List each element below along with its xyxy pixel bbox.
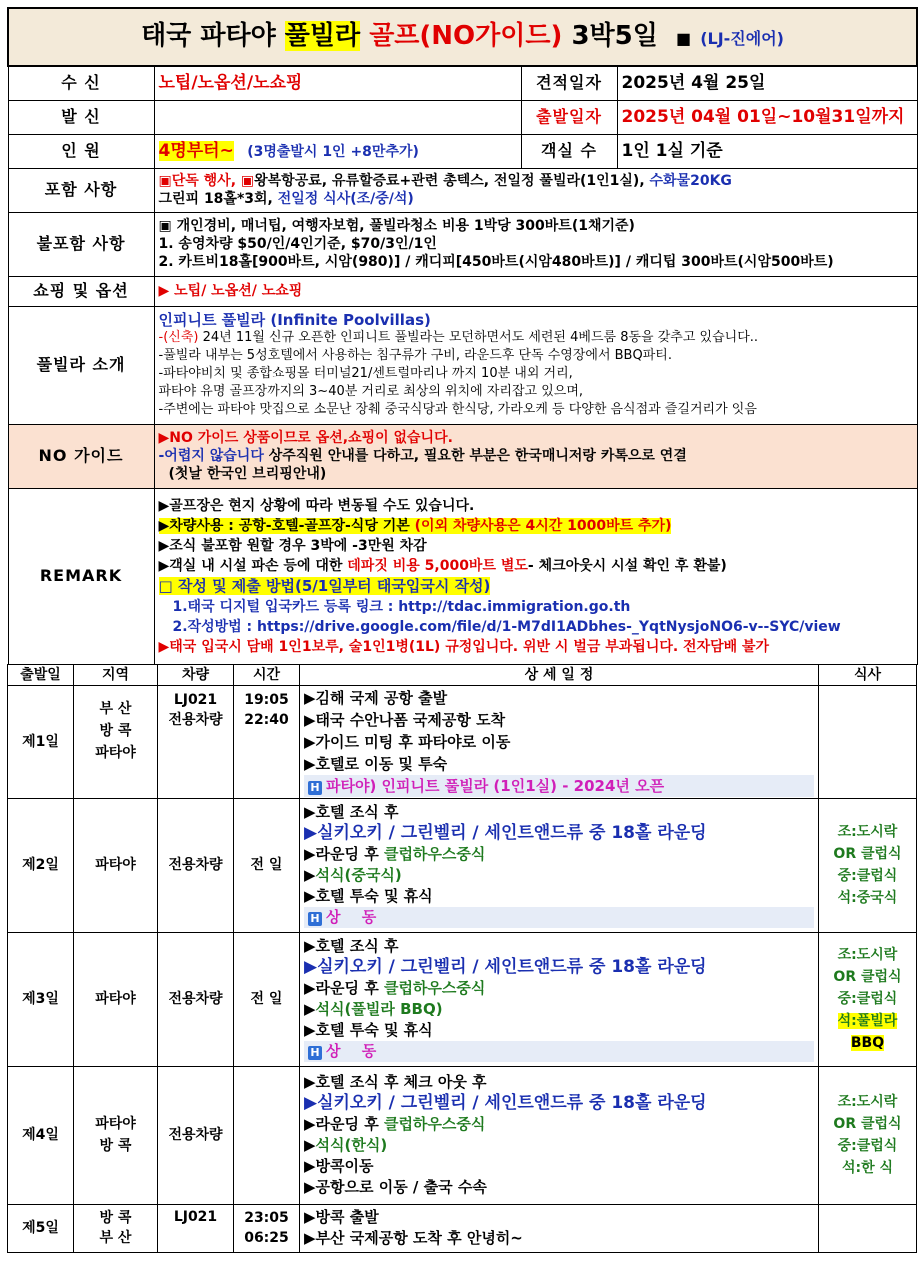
excluded-l1: ▣ 개인경비, 매너팁, 여행자보험, 풀빌라청소 비용 1박당 300바트(1채기준) — [158, 218, 635, 234]
day4-region — [74, 1066, 158, 1204]
header-time: 시간 — [234, 664, 300, 685]
remark-l4b: 데파짓 비용 5,000바트 별도 — [347, 557, 528, 574]
day1-hotel-row — [304, 775, 814, 797]
day3-meal3: 중:클럽식 — [837, 991, 898, 1007]
day3-meal1: 조:도시락 — [837, 947, 898, 963]
day4-meal1: 조:도시락 — [837, 1094, 898, 1110]
day1-vehicle2: 전용차량 — [168, 711, 223, 728]
day2-region: 파타야 — [74, 798, 158, 932]
day3-meal5: BBQ — [850, 1035, 885, 1051]
day2-i5: ▶호텔 투숙 및 휴식 — [304, 887, 433, 905]
day2-vehicle: 전용차량 — [158, 798, 234, 932]
day2-time: 전 일 — [234, 798, 300, 932]
day1-label: 제1일 — [8, 685, 74, 798]
header-vehicle: 차량 — [158, 664, 234, 685]
room-value: 1인 1실 기준 — [617, 134, 917, 168]
included-l2b: 전일정 식사(조/중/석) — [277, 191, 414, 207]
day2-i3b: 클럽하우스중식 — [383, 845, 486, 863]
poolvilla-name: 인피니트 풀빌라 (Infinite Poolvillas) — [158, 311, 431, 329]
day1-hotel: 파타야) 인피니트 풀빌라 (1인1실) - 2024년 오픈 — [326, 776, 665, 795]
day2-i4b: 석식(중국식) — [315, 866, 402, 884]
day1-row — [8, 685, 917, 798]
noguide-label: NO 가이드 — [8, 424, 154, 488]
day3-i2: ▶실키오키 / 그린벨리 / 세인트앤드류 중 18홀 라운딩 — [304, 957, 707, 977]
day4-label: 제4일 — [8, 1066, 74, 1204]
day5-meal — [819, 1204, 917, 1252]
day2-meal2: OR 클럽식 — [833, 846, 902, 862]
included-l1b: 왕복항공료, 유류할증료+관련 총텍스, 전일정 풀빌라(1인1실), — [254, 173, 650, 189]
title-carrier: (LJ-진에어) — [700, 28, 784, 48]
room-label: 객실 수 — [521, 134, 617, 168]
poolvilla-l4: 파타야 유명 골프장까지의 3~40분 거리로 최상의 위치에 자리잡고 있으며, — [158, 384, 584, 399]
day5-time1: 23:05 — [244, 1210, 289, 1226]
included-cell — [154, 168, 917, 212]
included-label: 포함 사항 — [8, 168, 154, 212]
day5-region — [74, 1204, 158, 1252]
day1-time1: 19:05 — [244, 691, 289, 708]
day2-i2: ▶실키오키 / 그린벨리 / 세인트앤드류 중 18홀 라운딩 — [304, 823, 707, 843]
from-value — [154, 100, 521, 134]
poolvilla-l2: -풀빌라 내부는 5성호텔에서 사용하는 침구류가 구비, 라운드후 단독 수영장에서 BBQ파티. — [158, 348, 672, 363]
day4-row — [8, 1066, 917, 1204]
day3-i1: ▶호텔 조식 후 — [304, 937, 399, 955]
excluded-cell — [154, 212, 917, 276]
header-detail: 상 세 일 정 — [300, 664, 819, 685]
header-day: 출발일 — [8, 664, 74, 685]
hotel-icon: H — [308, 1046, 322, 1060]
day3-hotel-row — [304, 1041, 814, 1062]
day1-time — [234, 685, 300, 798]
day1-region2: 방 콕 — [99, 722, 132, 739]
day4-meal4: 석:한 식 — [841, 1160, 894, 1176]
hotel-icon: H — [308, 912, 322, 926]
day5-time2: 06:25 — [244, 1230, 289, 1246]
remark-l4a: ▶객실 내 시설 파손 등에 대한 — [158, 557, 348, 574]
remark-label: REMARK — [8, 488, 154, 664]
poolvilla-l3: -파타야비치 및 종합쇼핑몰 터미널21/센트럴마리나 까지 10분 내외 거리, — [158, 366, 573, 381]
to-value: 노팁/노옵션/노쇼핑 — [154, 66, 521, 100]
people-value: 4명부터~ — [158, 140, 234, 161]
day3-i4b: 석식(풀빌라 BBQ) — [315, 1000, 443, 1018]
day1-vehicle1: LJ021 — [173, 691, 218, 708]
included-l2a: 그린피 18홀*3회, — [158, 191, 278, 207]
remark-l2b: (이외 차량사용은 4시간 1000바트 추가) — [414, 517, 672, 534]
day4-meal — [819, 1066, 917, 1204]
to-label: 수 신 — [8, 66, 154, 100]
day4-time — [234, 1066, 300, 1204]
day3-i4a: ▶ — [304, 1000, 316, 1018]
title-part2: 3박5일 — [571, 20, 658, 51]
day3-i3a: ▶라운딩 후 — [304, 979, 384, 997]
people-note: (3명출발시 1인 +8만추가) — [247, 143, 419, 160]
day3-i5: ▶호텔 투숙 및 휴식 — [304, 1021, 433, 1039]
poolvilla-l1a: -(신축) — [158, 330, 199, 345]
remark-l6: 1.태국 디지털 입국카드 등록 링크 : http://tdac.immigration.go.th — [172, 598, 631, 615]
day1-region3: 파타야 — [95, 744, 136, 761]
excluded-l3: 2. 카트비18홀[900바트, 시암(980)] / 캐디피[450바트(시암480바트)] / 캐디팁 300바트(시암500바트) — [158, 254, 834, 270]
day5-vehicle: LJ021 — [158, 1204, 234, 1252]
noguide-l1: ▶NO 가이드 상품이므로 옵션,쇼핑이 없습니다. — [158, 430, 453, 446]
day4-region1: 파타야 — [95, 1116, 136, 1132]
day4-i3a: ▶라운딩 후 — [304, 1115, 384, 1133]
quote-label: 견적일자 — [521, 66, 617, 100]
noguide-cell — [154, 424, 917, 488]
included-l1c: 수화물20KG — [649, 173, 732, 189]
remark-l3: ▶조식 불포함 원할 경우 3박에 -3만원 차감 — [158, 537, 427, 554]
day1-region — [74, 685, 158, 798]
shopping-value: ▶ 노팁/ 노옵션/ 노쇼핑 — [154, 276, 917, 306]
day2-i4a: ▶ — [304, 866, 316, 884]
quote-value: 2025년 4월 25일 — [617, 66, 917, 100]
day4-detail — [300, 1066, 819, 1204]
day3-row — [8, 932, 917, 1066]
day2-meal3: 중:클럽식 — [837, 868, 898, 884]
remark-cell — [154, 488, 917, 664]
day2-meal1: 조:도시락 — [837, 824, 898, 840]
day2-i3a: ▶라운딩 후 — [304, 845, 384, 863]
noguide-l2a: -어렵지 않습니다 — [158, 448, 264, 464]
excluded-l2: 1. 송영차량 $50/인/4인기준, $70/3인/1인 — [158, 236, 437, 252]
day1-i3: ▶가이드 미팅 후 파타야로 이동 — [304, 732, 511, 751]
day2-label: 제2일 — [8, 798, 74, 932]
document-title — [8, 8, 917, 66]
day1-vehicle — [158, 685, 234, 798]
day3-detail — [300, 932, 819, 1066]
schedule-table — [7, 664, 917, 1253]
day1-detail — [300, 685, 819, 798]
remark-l1: ▶골프장은 현지 상황에 따라 변동될 수도 있습니다. — [158, 497, 475, 514]
day1-time2: 22:40 — [244, 711, 289, 728]
poolvilla-label: 풀빌라 소개 — [8, 306, 154, 424]
day2-detail — [300, 798, 819, 932]
day4-meal3: 중:클럽식 — [837, 1138, 898, 1154]
day3-vehicle: 전용차량 — [158, 932, 234, 1066]
day3-i3b: 클럽하우스중식 — [383, 979, 486, 997]
remark-l4c: - 체크아웃시 시설 확인 후 환불) — [527, 557, 727, 574]
day4-meal2: OR 클럽식 — [833, 1116, 902, 1132]
header-region: 지역 — [74, 664, 158, 685]
day2-i1: ▶호텔 조식 후 — [304, 803, 399, 821]
day3-time: 전 일 — [234, 932, 300, 1066]
day4-i4b: 석식(한식) — [315, 1136, 388, 1154]
remark-l5: □ 작성 및 제출 방법(5/1일부터 태국입국시 작성) — [158, 576, 491, 595]
day5-region1: 방 콕 — [99, 1210, 132, 1226]
noguide-l2b: 상주직원 안내를 다하고, 필요한 부분은 한국매니저랑 카톡으로 연결 — [263, 448, 687, 464]
day3-meal — [819, 932, 917, 1066]
included-l1a: ▣단독 행사, ▣ — [158, 173, 255, 189]
day2-hotel-row — [304, 907, 814, 928]
day3-label: 제3일 — [8, 932, 74, 1066]
square-icon: ■ — [676, 28, 692, 48]
depart-value: 2025년 04월 01일~10월31일까지 — [617, 100, 917, 134]
day3-hotel: 상 동 — [326, 1042, 385, 1060]
day5-label: 제5일 — [8, 1204, 74, 1252]
day5-detail — [300, 1204, 819, 1252]
day1-i2: ▶태국 수안나폼 국제공항 도착 — [304, 710, 506, 729]
day5-i2: ▶부산 국제공항 도착 후 안녕히~ — [304, 1229, 523, 1247]
remark-l8: ▶태국 입국시 담배 1인1보루, 술1인1병(1L) 규정입니다. 위반 시 벌금 부과됩니다. 전자담배 불가 — [158, 638, 770, 655]
day1-i1: ▶김해 국제 공항 출발 — [304, 688, 448, 707]
day3-meal2: OR 클럽식 — [833, 969, 902, 985]
day3-region: 파타야 — [74, 932, 158, 1066]
remark-l2a: ▶차량사용 : 공항-호텔-골프장-식당 기본 — [158, 517, 415, 534]
day2-meal4: 석:중국식 — [837, 890, 898, 906]
day4-i1: ▶호텔 조식 후 체크 아웃 후 — [304, 1073, 487, 1091]
day2-meal — [819, 798, 917, 932]
day5-row — [8, 1204, 917, 1252]
day4-i2: ▶실키오키 / 그린벨리 / 세인트앤드류 중 18홀 라운딩 — [304, 1093, 707, 1113]
day1-meal — [819, 685, 917, 798]
day4-i4a: ▶ — [304, 1136, 316, 1154]
poolvilla-l1b: 24년 11월 신규 오픈한 인피니트 풀빌라는 모던하면서도 세련된 4베드룸 8동을 갖추고 있습니다.. — [198, 330, 759, 345]
title-red: 골프(NO가이드) — [369, 20, 563, 51]
people-label: 인 원 — [8, 134, 154, 168]
day4-i3b: 클럽하우스중식 — [383, 1115, 486, 1133]
poolvilla-l5: -주변에는 파타야 맛집으로 소문난 장췌 중국식당과 한식당, 가라오케 등 다양한 음식점과 즐길거리가 잇음 — [158, 402, 757, 417]
remark-l7: 2.작성방법 : https://drive.google.com/file/d/1-M7dI1ADbhes-_YqtNysjoNO6-v--SYC/view — [172, 618, 841, 635]
day2-hotel: 상 동 — [326, 908, 385, 926]
hotel-icon: H — [308, 781, 322, 795]
day4-region2: 방 콕 — [99, 1138, 132, 1154]
day2-row — [8, 798, 917, 932]
noguide-l3: (첫날 한국인 브리핑안내) — [168, 466, 327, 482]
shopping-label: 쇼핑 및 옵션 — [8, 276, 154, 306]
day1-i4: ▶호텔로 이동 및 투숙 — [304, 754, 448, 773]
day3-meal4: 석:풀빌라 — [837, 1013, 898, 1029]
day4-i6: ▶공항으로 이동 / 출국 수속 — [304, 1178, 487, 1196]
itinerary-document — [7, 7, 916, 1253]
day1-region1: 부 산 — [99, 700, 132, 717]
day4-vehicle: 전용차량 — [158, 1066, 234, 1204]
title-part1: 태국 파타야 — [141, 20, 276, 51]
excluded-label: 불포함 사항 — [8, 212, 154, 276]
people-cell — [154, 134, 521, 168]
from-label: 발 신 — [8, 100, 154, 134]
day5-time — [234, 1204, 300, 1252]
day5-i1: ▶방콕 출발 — [304, 1208, 379, 1226]
header-table — [7, 7, 918, 665]
poolvilla-cell — [154, 306, 917, 424]
day4-i5: ▶방콕이동 — [304, 1157, 374, 1175]
day5-region2: 부 산 — [99, 1230, 132, 1246]
title-highlight: 풀빌라 — [284, 20, 361, 51]
header-meal: 식사 — [819, 664, 917, 685]
depart-label: 출발일자 — [521, 100, 617, 134]
